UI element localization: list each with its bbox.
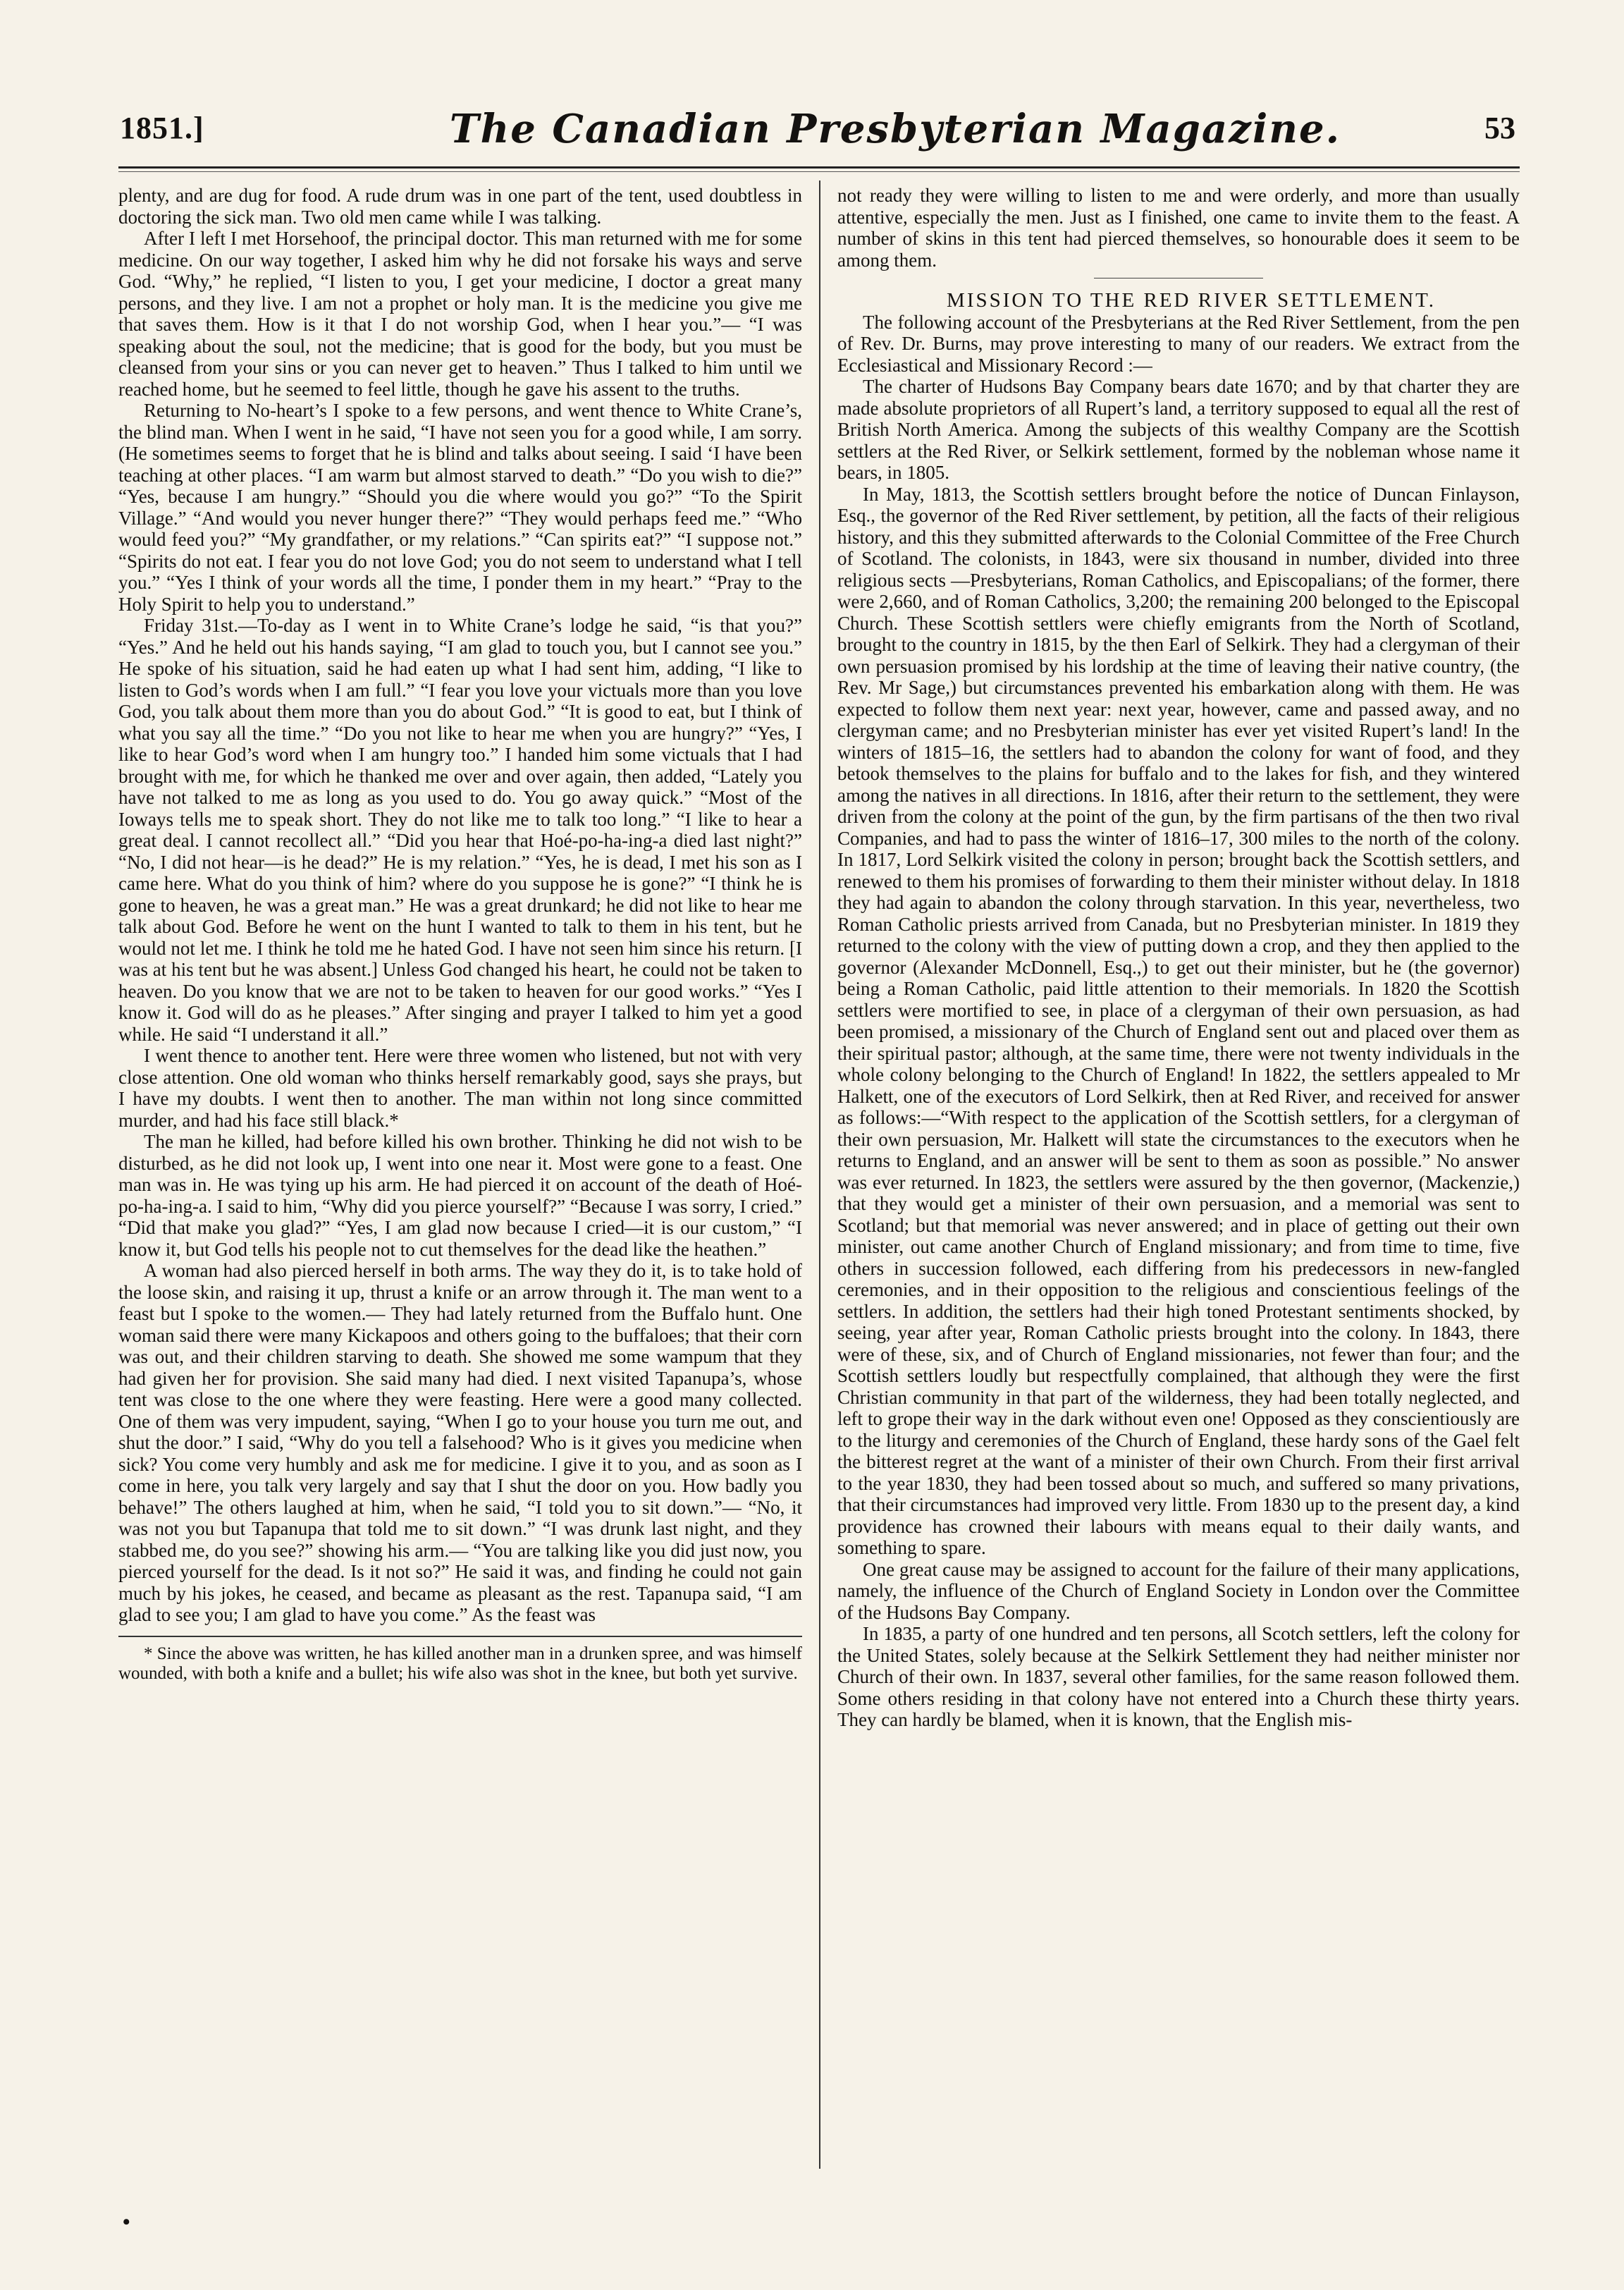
paragraph: Friday 31st.—To-day as I went in to White Crane’s lodge he said, “is that you?” “Yes.” And he held out his hands saying, “I am glad to touch you, but I cannot see you.” He spoke of his situation, said he had eaten up what I had sent him, adding, “I like to listen to God’s words when I am full.” “I fear you love your victuals more than you love God, you talk about them more than you do about God.” “It is good to eat, but I think of what you say all the time.” “Do you not like to hear me when you are hungry?” “Yes, I like to hear God’s word when I am hungry too.” I handed him some victuals that I had brought with me, for which he thanked me over and over again, then added, “Lately you have not talked to me as long as you used to do. You go away quick.” “Most of the Ioways tells me to speak short. They do not like me to talk too long.” “I like to hear a great deal. I cannot recollect all.” “Did you hear that Hoé-po-ha-ing-a died last night?” “No, I did not hear—is he dead?” He is my relation.” “Yes, he is dead, I met his son as I came here. What do you think of him? where do you suppose he is gone?” “I think he is gone to heaven, he was a great man.” He was a great drunkard; he did not like to hear me talk about God. Before he went on the hunt I wanted to talk to them in his tent, but he would not let me. I think he told me he hated God. I have not seen him since his return. [I was at his tent but he was absent.] Unless God changed his heart, he could not be taken to heaven. Do you know that we are not to be taken to heaven for our good works.” “Yes I know it. God will do as he pleases.” After singing and prayer I talked to him yet a good while. He said “I understand it all.” (118, 615, 802, 1045)
right-column (837, 185, 1520, 2102)
paragraph: I went thence to another tent. Here were three women who listened, but not with very close attention. One old woman who thinks herself remarkably good, says she prays, but I have my doubts. I went then to another. The man within not long since committed murder, and had his face still black.* (118, 1045, 802, 1131)
paragraph: The charter of Hudsons Bay Company bears date 1670; and by that charter they are made absolute proprietors of all Rupert’s land, a territory supposed to equal all the rest of British North America. Among the subjects of this wealthy Company are the Scottish settlers at the Red River, or Selkirk settlement, formed by the nobleman whose name it bears, in 1805. (837, 376, 1520, 483)
page-number: 53 (1484, 111, 1515, 145)
header-year: 1851.] (120, 111, 204, 145)
paragraph: plenty, and are dug for food. A rude drum was in one part of the tent, used doubtless in doctoring the sick man. Two old men came while I was talking. (118, 185, 802, 228)
paragraph: In 1835, a party of one hundred and ten persons, all Scotch settlers, left the colony for the United States, solely because at the Selkirk Settlement they had neither minister nor Church of their own. In 1837, several other families, for the same reason followed them. Some others residing in that colony have not entered into a Church these thirty years. They can hardly be blamed, when it is known, that the English mis- (837, 1623, 1520, 1730)
margin-mark: • (123, 2210, 130, 2234)
header-rule (118, 166, 1520, 172)
running-header (120, 106, 1515, 162)
left-column (118, 185, 802, 2088)
paragraph: A woman had also pierced herself in both arms. The way they do it, is to take hold of the loose skin, and raising it up, thrust a knife or an arrow through it. The man went to a feast but I spoke to the women.— They had lately returned from the Buffalo hunt. One woman said there were many Kickapoos and others going to the buffaloes; that their corn was out, and their children starving to death. She showed me some wampum that they had given her for provision. She said many had died. I next visited Tapanupa’s, whose tent was close to the one where they were feasting. Here were a good many collected. One of them was very impudent, saying, “When I go to your house you turn me out, and shut the door.” I said, “Why do you tell a falsehood? Who is it gives you medicine when sick? You come very humbly and ask me for medicine. I give it to you, and as soon as I come in here, you talk very largely and say that I shut the door on you. How badly you behave!” The others laughed at him, when he said, “I told you to sit down.”— “No, it was not you but Tapanupa that told me to sit down.” “I was drunk last night, and they stabbed me, do you see?” showing his arm.— “You are talking like you did just now, you pierced yourself for the dead. Is it not so?” He said it was, and finding he could not gain much by his jokes, he ceased, and became as pleasant as the rest. Tapanupa said, “I am glad to see you; I am glad to have you come.” As the feast was (118, 1260, 802, 1625)
paragraph: not ready they were willing to listen to me and were orderly, and more than usually attentive, especially the men. Just as I finished, one came to invite them to the feast. A number of skins in this tent had pierced themselves, so honourable does it seem to be among them. (837, 185, 1520, 271)
column-divider (819, 180, 820, 2169)
paragraph: One great cause may be assigned to account for the failure of their many applications, namely, the influence of the Church of England Society in London over the Committee of the Hudsons Bay Company. (837, 1558, 1520, 1623)
paragraph: Returning to No-heart’s I spoke to a few persons, and went thence to White Crane’s, the blind man. When I went in he said, “I have not seen you for a good while, I am sorry. (He sometimes seems to forget that he is blind and talks about seeing. I said ‘I have been teaching at other places. “I am warm but almost starved to death.” “Do you wish to die?” “Yes, because I am hungry.” “Should you die where would you go?” “To the Spirit Village.” “And would you never hunger there?” “They would perhaps feed me.” “Who would feed you?” “My grandfather, or my relations.” “Can spirits eat?” “I suppose not.” “Spirits do not eat. I fear you do not love God; you do not seem to understand what I tell you.” “Yes I think of your words all the time, I ponder them in my heart.” “Pray to the Holy Spirit to help you to understand.” (118, 400, 802, 615)
footnote-rule (118, 1636, 802, 1637)
footnote: * Since the above was written, he has killed another man in a drunken spree, and was himself wounded, with both a knife and a bullet; his wife also was shot in the knee, but both yet survive. (118, 1643, 802, 1683)
paragraph: In May, 1813, the Scottish settlers brought before the notice of Duncan Finlayson, Esq., the governor of the Red River settlement, by petition, all the facts of their religious history, and this they submitted afterwards to the Colonial Committee of the Free Church of Scotland. The colonists, in 1843, were six thousand in number, divided into three religious sects —Presbyterians, Roman Catholics, and Episcopalians; of the former, there were 2,660, and of Roman Catholics, 3,200; the remaining 200 belonged to the Episcopal Church. These Scottish settlers were chiefly emigrants from the North of Scotland, brought to the country in 1815, by the then Earl of Selkirk. They had a clergyman of their own persuasion promised by his lordship at the time of leaving their native country, (the Rev. Mr Sage,) but circumstances prevented his embarkation along with them. He was expected to follow them next year: next year, however, came and passed away, and no clergyman came; and no Presbyterian minister has ever yet visited Rupert’s land! In the winters of 1815–16, the settlers had to abandon the colony for want of food, and they betook themselves to the plains for buffalo and to the lakes for fish, and they wintered among the natives in all directions. In 1816, after their return to the settlement, they were driven from the colony at the point of the gun, by the firm partisans of the then two rival Companies, and had to pass the winter of 1816–17, 300 miles to the north of the colony. In 1817, Lord Selkirk visited the colony in person; brought back the Scottish settlers, and renewed to them his promises of forwarding to them their minister without delay. In 1818 they had again to abandon the colony through starvation. In this year, nevertheless, two Roman Catholic priests arrived from Canada, but no Presbyterian minister. In 1819 they returned to the colony with the view of putting down a crop, and they then applied to the governor (Alexander McDonnell, Esq.,) to get out their minister, but he (the governor) being a Roman Catholic, paid little attention to their memorials. In 1820 the Scottish settlers were mortified to see, in place of a clergyman of their own persuasion, as had been promised, a missionary of the Church of England sent out and placed over them as their spiritual pastor; although, at the same time, there were not twenty individuals in the whole colony belonging to the Church of England! In 1822, the settlers appealed to Mr Halkett, one of the executors of Lord Selkirk, then at Red River, and received for answer as follows:—“With respect to the application of the Scottish settlers, for a clergyman of their own persuasion, Mr. Halkett will state the circumstances to the executors when he returns to England, and an answer will be sent to them as soon as possible.” No answer was ever returned. In 1823, the settlers were assured by the then governor, (Mackenzie,) that they would get a minister of their own persuasion, and a memorial was sent to Scotland; but that memorial was never answered; and in place of getting out their own minister, out came another Church of England missionary; and from time to time, five others in succession followed, each differing from his predecessors in new-fangled ceremonies, and in their opposition to the religious and conscientious feelings of the settlers. In addition, the settlers had their high toned Protestant sentiments shocked, by seeing, year after year, Roman Catholic priests brought into the colony. In 1843, there were of these, six, and of Church of England missionaries, not fewer than four; and the Scottish settlers loudly but respectfully complained, that although they were the first Christian community in that part of the wilderness, they had been totally neglected, and left to grope their way in the dark without even one! Opposed as they conscientiously are to the liturgy and ceremonies of the Church of England, these hardy sons of the Gael felt the bitterest regret at the want of a minister of their own Church. From their first arrival to the year 1830, they had been tossed about so much, and suffered so many privations, that their circumstances had improved very little. From 1830 up to the present day, a kind providence has crowned their labours with means equal to their daily wants, and something to spare. (837, 483, 1520, 1558)
magazine-title: The Canadian Presbyterian Magazine. (449, 106, 1341, 152)
paragraph: The man he killed, had before killed his own brother. Thinking he did not wish to be disturbed, as he did not look up, I went into one near it. Most were gone to a feast. One man was in. He was tying up his arm. He had pierced it on account of the death of Hoé-po-ha-ing-a. I said to him, “Why did you pierce yourself?” “Because I was sorry, I cried.” “Did that make you glad?” “Yes, I am glad now because I cried—it is our custom,” “I know it, but God tells his people not to cut themselves for the dead like the heathen.” (118, 1131, 802, 1260)
section-title: MISSION TO THE RED RIVER SETTLEMENT. (947, 289, 1436, 312)
paragraph: The following account of the Presbyterians at the Red River Settlement, from the pen of Rev. Dr. Burns, may prove interesting to many of our readers. We extract from the Ecclesiastical and Missionary Record :— (837, 311, 1520, 376)
paragraph: After I left I met Horsehoof, the principal doctor. This man returned with me for some medicine. On our way together, I asked him why he did not forsake his ways and serve God. “Why,” he replied, “I listen to you, I get your medicine, I doctor a great many persons, and they live. I am not a prophet or holy man. It is the medicine you give me that saves them. How is it that I do not worship God, when I hear you.”— “I was speaking about the soul, not the medicine; that is good for the body, but you must be cleansed from your sins or you can never get to heaven.” Thus I talked to him until we reached home, but he seemed to feel little, though he gave his assent to the truths. (118, 228, 802, 400)
